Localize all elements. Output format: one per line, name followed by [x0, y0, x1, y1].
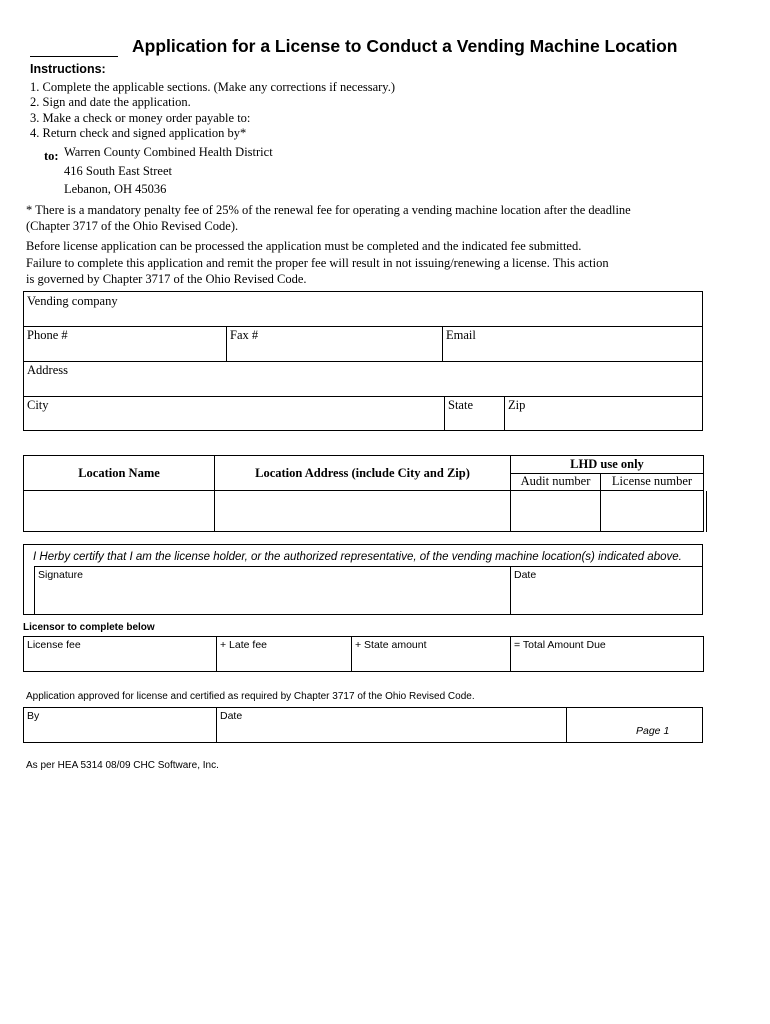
- state-amount-field[interactable]: + State amount: [355, 639, 427, 651]
- penalty-note-line-2: (Chapter 3717 of the Ohio Revised Code).: [26, 219, 239, 233]
- address-field[interactable]: Address: [27, 363, 68, 377]
- process-note-line-3: is governed by Chapter 3717 of the Ohio Revised Code.: [26, 272, 307, 286]
- process-note-line-1: Before license application can be processed the application must be completed and the indicated fee submitted.: [26, 239, 582, 253]
- vending-company-field[interactable]: Vending company: [27, 294, 118, 308]
- city-field[interactable]: City: [27, 398, 49, 412]
- audit-number-cell: [511, 491, 600, 531]
- total-due-field[interactable]: = Total Amount Due: [514, 639, 606, 651]
- location-address-cell[interactable]: [215, 491, 510, 531]
- instruction-step-3: 3. Make a check or money order payable to:: [30, 111, 251, 125]
- location-address-header: Location Address (include City and Zip): [255, 466, 470, 480]
- location-table: [23, 455, 704, 532]
- email-field[interactable]: Email: [446, 328, 476, 342]
- fax-field[interactable]: Fax #: [230, 328, 259, 342]
- licensor-fee-box: [23, 636, 704, 672]
- signature-field[interactable]: Signature: [38, 569, 83, 581]
- audit-number-header: Audit number: [520, 474, 591, 488]
- location-name-cell[interactable]: [24, 491, 214, 531]
- licensor-heading: Licensor to complete below: [23, 622, 155, 633]
- process-note-line-2: Failure to complete this application and remit the proper fee will result in not issuing/renewing a license. This action: [26, 256, 609, 270]
- approval-statement: Application approved for license and certified as required by Chapter 3717 of the Ohio Revised Code.: [26, 691, 475, 702]
- late-fee-field[interactable]: + Late fee: [220, 639, 267, 651]
- approval-date-field[interactable]: Date: [220, 710, 243, 722]
- state-field[interactable]: State: [448, 398, 473, 412]
- approval-box: [23, 707, 703, 743]
- license-number-header: License number: [611, 474, 693, 488]
- zip-field[interactable]: Zip: [508, 398, 526, 412]
- location-name-header: Location Name: [78, 466, 160, 480]
- company-form: [23, 291, 703, 431]
- title-rule: [30, 56, 118, 57]
- address-line-2: 416 South East Street: [64, 164, 172, 178]
- address-line-3: Lebanon, OH 45036: [64, 182, 167, 196]
- license-fee-field[interactable]: License fee: [27, 639, 81, 651]
- penalty-note-line-1: * There is a mandatory penalty fee of 25% of the renewal fee for operating a vending machine location after the deadline: [26, 203, 631, 217]
- to-label: to:: [44, 149, 59, 163]
- page-number: Page 1: [636, 725, 670, 737]
- instruction-step-4: 4. Return check and signed application by*: [30, 126, 247, 140]
- table-edge-rule: [706, 491, 707, 532]
- page-title: Application for a License to Conduct a Vending Machine Location: [132, 36, 678, 56]
- address-line-1: Warren County Combined Health District: [64, 145, 273, 159]
- license-number-cell: [601, 491, 703, 531]
- instruction-step-2: 2. Sign and date the application.: [30, 95, 191, 109]
- phone-field[interactable]: Phone #: [27, 328, 68, 342]
- certification-statement: I Herby certify that I am the license holder, or the authorized representative, of the vending machine location(s) indicated above.: [33, 551, 682, 563]
- instructions-heading: Instructions:: [30, 62, 106, 76]
- certification-date-field[interactable]: Date: [514, 569, 537, 581]
- instruction-step-1: 1. Complete the applicable sections. (Make any corrections if necessary.): [30, 80, 396, 94]
- certification-box: [23, 544, 703, 615]
- lhd-use-only-header: LHD use only: [570, 457, 644, 471]
- footer-note: As per HEA 5314 08/09 CHC Software, Inc.: [26, 760, 219, 771]
- approved-by-field[interactable]: By: [27, 710, 40, 722]
